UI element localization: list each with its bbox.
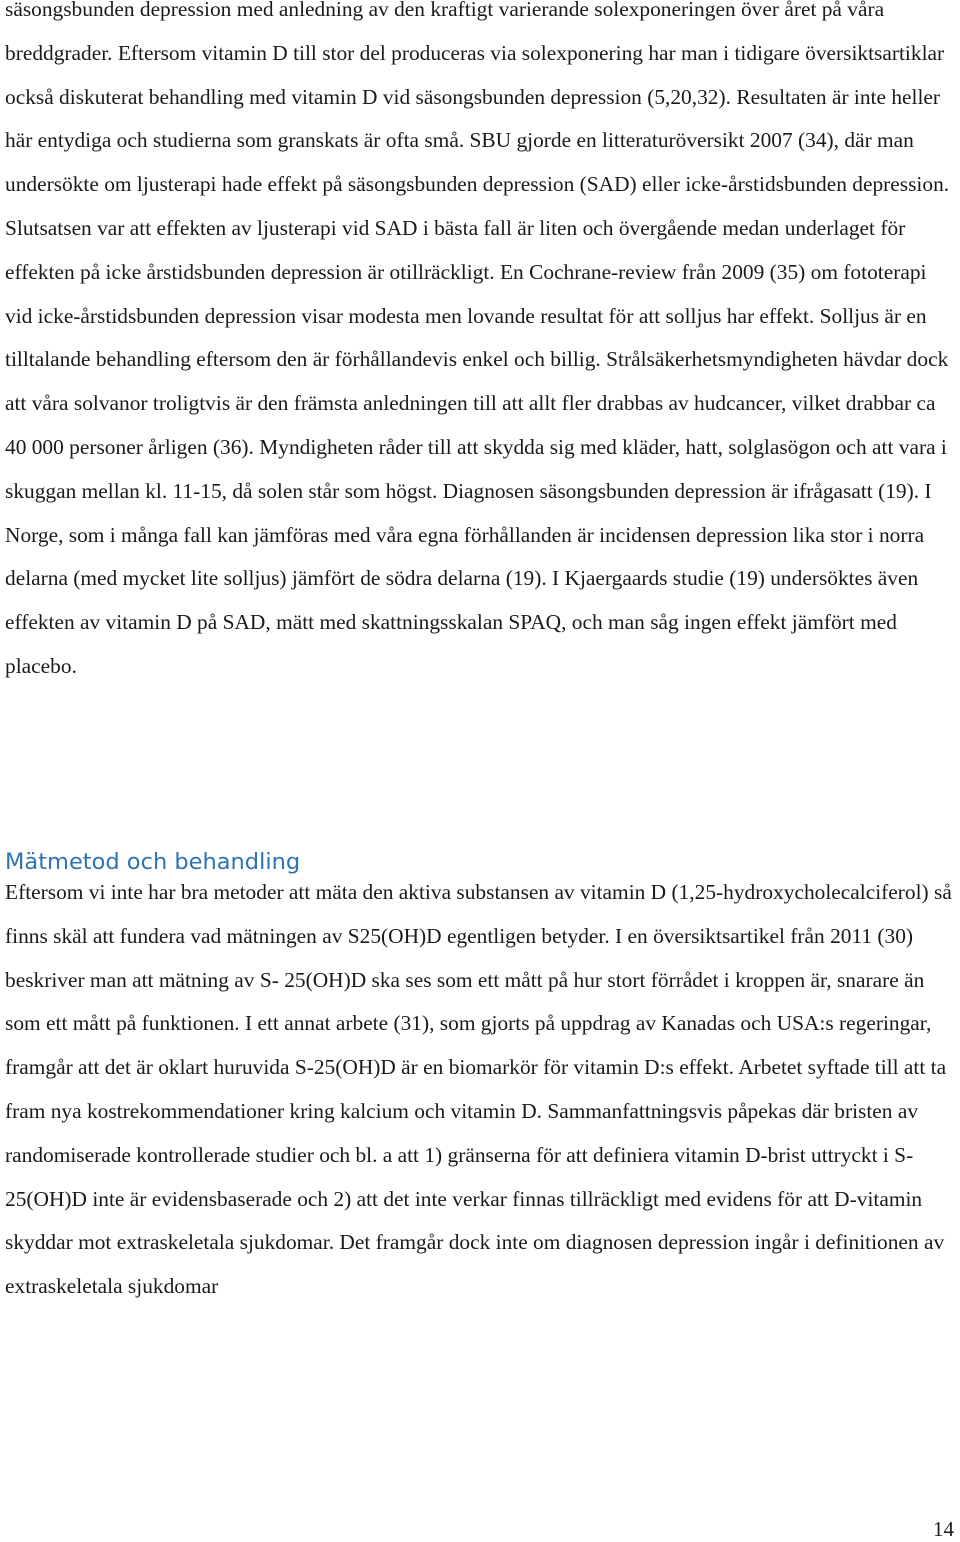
page-number: 14 (933, 1517, 954, 1541)
section-heading: Mätmetod och behandling (5, 849, 301, 875)
body-paragraph: säsongsbunden depression med anledning av den kraftigt varierande solexponeringen över året på våra breddgrader. Eftersom vitamin D till stor del produceras via solexponering har man i tidigare översiktsartiklar också diskuterat behandling med vitamin D vid säsongsbunden depression (5,20,32). Resultaten är inte heller här entydiga och studierna som granskats är ofta små. SBU gjorde en litteraturöversikt 2007 (34), där man undersökte om ljusterapi hade effekt på säsongsbunden depression (SAD) eller icke-årstidsbunden depression. Slutsatsen var att effekten av ljusterapi vid SAD i bästa fall är liten och övergående medan underlaget för effekten på icke årstidsbunden depression är otillräckligt. En Cochrane-review från 2009 (35) om fototerapi vid icke-årstidsbunden depression visar modesta men lovande resultat för att solljus har effekt. Solljus är en tilltalande behandling eftersom den är förhållandevis enkel och billig. Strålsäkerhetsmyndigheten hävdar dock att våra solvanor troligtvis är den främsta anledningen till att allt fler drabbas av hudcancer, vilket drabbar ca 40 000 personer årligen (36). Myndigheten råder till att skydda sig med kläder, hatt, solglasögon och att vara i skuggan mellan kl. 11-15, då solen står som högst. Diagnosen säsongsbunden depression är ifrågasatt (19). I Norge, som i många fall kan jämföras med våra egna förhållanden är incidensen depression lika stor i norra delarna (med mycket lite solljus) jämfört de södra delarna (19). I Kjaergaards studie (19) undersöktes även effekten av vitamin D på SAD, mätt med skattningsskalan SPAQ, och man såg ingen effekt jämfört med placebo. (5, 0, 950, 678)
body-paragraph: Eftersom vi inte har bra metoder att mäta den aktiva substansen av vitamin D (1,25-hydroxycholecalciferol) så finns skäl att fundera vad mätningen av S25(OH)D egentligen betyder. I en översiktsartikel från 2011 (30) beskriver man att mätning av S- 25(OH)D ska ses som ett mått på hur stort förrådet i kroppen är, snarare än som ett mått på funktionen. I ett annat arbete (31), som gjorts på uppdrag av Kanadas och USA:s regeringar, framgår att det är oklart huruvida S-25(OH)D är en biomarkör för vitamin D:s effekt. Arbetet syftade till att ta fram nya kostrekommendationer kring kalcium och vitamin D. Sammanfattningsvis påpekas där bristen av randomiserade kontrollerade studier och bl. a att 1) gränserna för att definiera vitamin D-brist uttryckt i S-25(OH)D inte är evidensbaserade och 2) att det inte verkar finnas tillräckligt med evidens för att D-vitamin skyddar mot extraskeletala sjukdomar. Det framgår dock inte om diagnosen depression ingår i definitionen av extraskeletala sjukdomar (5, 880, 952, 1299)
